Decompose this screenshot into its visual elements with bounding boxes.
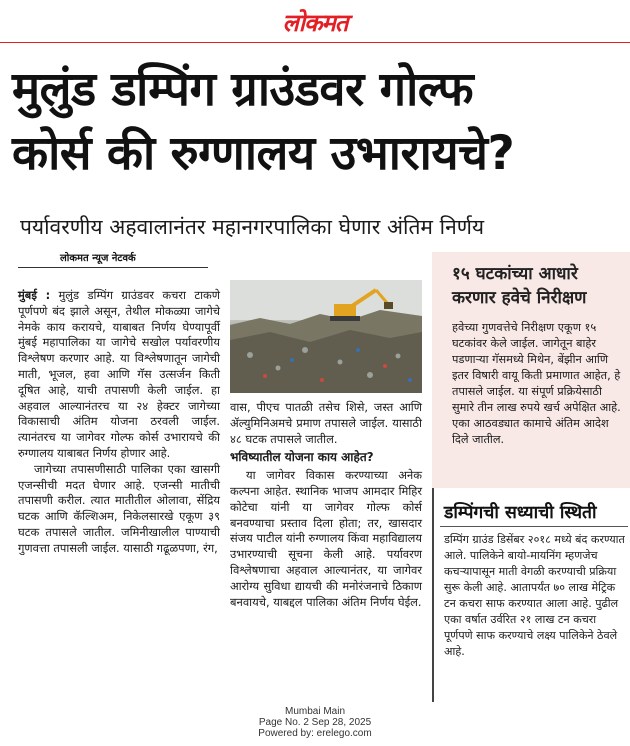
subheadline: पर्यावरणीय अहवालानंतर महानगरपालिका घेणार अंतिम निर्णय (20, 215, 485, 239)
dateline: मुंबई : (18, 288, 51, 302)
headline-line-2: कोर्स की रुग्णालय उभारायचे? (12, 126, 515, 181)
article-text: मुलुंड डम्पिंग ग्राउंडवर कचरा टाकणे पूर्णपणे बंद झाले असून, तेथील मोकळ्या जागेचे नेमके काय करायचे, याबाबत निर्णय घेण्यापूर्वी मुंबई महापालिका या जागेचे सखोल पर्यावरणीय विश्लेषण करणार आहे. या विश्लेषणातून जागेची माती, भूजल, हवा आणि गॅस उत्सर्जन किती दूषित आहे, याची तपासणी केली जाईल. हा अहवाल आल्यानंतरच या २४ हेक्टर जागेच्या विकासाची अंतिम योजना ठरवली जाईल. त्यानंतरच या जागेवर गोल्फ कोर्स उभारायचे की रुग्णालय याबाबत निर्णय होणार आहे. (18, 288, 220, 460)
headline-line-1: मुलुंड डम्पिंग ग्राउंडवर गोल्फ (12, 62, 474, 117)
article-column-1 (18, 288, 220, 557)
section-2-title: डम्पिंगची सध्याची स्थिती (444, 503, 597, 523)
sidebar-title: १५ घटकांच्या आधारे करणार हवेचे निरीक्षण (452, 264, 587, 308)
section-2-rule (440, 526, 628, 527)
excavator-on-garbage-illustration (230, 280, 422, 393)
article-paragraph (18, 288, 220, 462)
footer-edition: Mumbai Main (284, 706, 346, 717)
article-paragraph: या जागेवर विकास करण्याच्या अनेक कल्पना आहेत. स्थानिक भाजप आमदार मिहिर कोटेचा यांनी या जागेवर गोल्फ कोर्स बनवण्याचा प्रस्ताव दिला होता; तर, खासदार संजय पाटील यांनी रुग्णालय किंवा महाविद्यालय उभारण्याची सूचना केली आहे. पर्यावरण विश्लेषणाचा अहवाल आल्यानंतर, या जागेवर आरोग्य सुविधा द्यायची की मनोरंजनाचे ठिकाण बनवायचे, याबद्दल पालिका अंतिम निर्णय घेईल. (230, 468, 422, 609)
article-subheading: भविष्यातील योजना काय आहेत? (230, 450, 374, 465)
footer-page-date: Page No. 2 Sep 28, 2025 (258, 717, 372, 728)
headline (12, 58, 622, 186)
article-paragraph: वास, पीएच पातळी तसेच शिसे, जस्त आणि ॲल्युमिनिअमचे प्रमाण तपासले जाईल. यासाठी ४८ घटक तपासले जातील. (230, 400, 422, 446)
masthead-rule (0, 42, 630, 43)
page-footer (0, 706, 630, 739)
article-column-2 (230, 400, 422, 610)
byline: लोकमत न्यूज नेटवर्क (60, 253, 136, 264)
footer-powered-by[interactable]: Powered by: erelego.com (258, 728, 372, 739)
newspaper-logo[interactable]: लोकमत (282, 9, 348, 37)
section-2-text: डम्पिंग ग्राउंड डिसेंबर २०१८ मध्ये बंद करण्यात आले. पालिकेने बायो-मायनिंग म्हणजेच कचऱ्यापासून माती वेगळी करण्याची प्रक्रिया सुरू केली आहे. आतापर्यंत ७० लाख मेट्रिक टन कचरा साफ करण्यात आला आहे. पुढील एका वर्षात उर्वरित २१ लाख टन कचरा पूर्णपणे साफ करण्याचे लक्ष्य पालिकेने ठेवले आहे. (444, 533, 625, 658)
byline-rule (18, 267, 208, 268)
article-paragraph: जागेच्या तपासणीसाठी पालिका एका खासगी एजन्सीची मदत घेणार आहे. एजन्सी मातीची तपासणी करील. त्यात मातीतील ओलावा, सेंद्रिय घटक आणि कॅल्शिअम, निकेलसारखे एकूण ३९ घटक तपासले जातील. जमिनीखालील पाण्याची गुणवत्ता तपासली जाईल. यासाठी गढूळपणा, रंग, (18, 461, 220, 555)
dumping-ground-photo (230, 280, 422, 393)
sidebar-text: हवेच्या गुणवत्तेचे निरीक्षण एकूण १५ घटकांवर केले जाईल. जागेतून बाहेर पडणाऱ्या गॅसमध्ये मिथेन, बेंझीन आणि इतर विषारी वायू किती प्रमाणात आहेत, हे तपासले जाईल. या संपूर्ण प्रक्रियेसाठी सुमारे तीन लाख रुपये खर्च अपेक्षित आहे. एका आठवड्यात कामाचे अंतिम आदेश दिले जातील. (452, 321, 621, 446)
masthead (0, 0, 630, 44)
